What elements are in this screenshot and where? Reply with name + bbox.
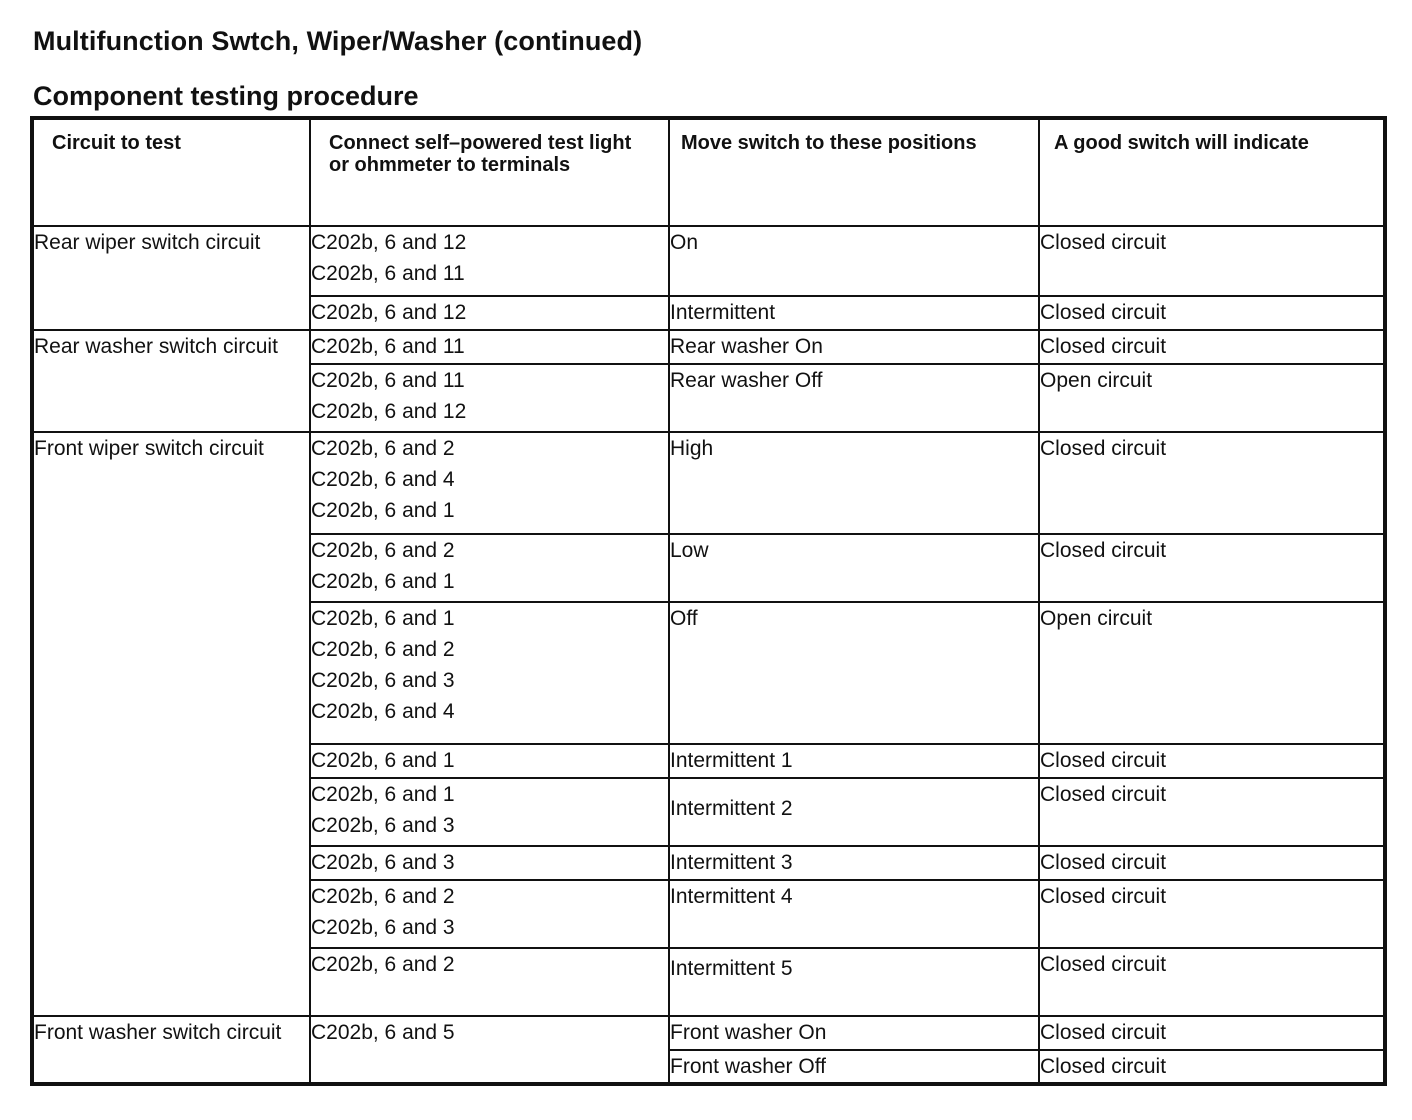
page-title: Multifunction Swtch, Wiper/Washer (continued) — [33, 26, 643, 56]
terminal-line: C202b, 6 and 12 — [311, 301, 467, 324]
terminal-line: C202b, 6 and 5 — [311, 1021, 455, 1044]
terminals-cell — [310, 296, 669, 330]
indication-cell: Closed circuit — [1039, 1016, 1385, 1050]
indication-cell: Closed circuit — [1039, 226, 1385, 296]
terminal-line: C202b, 6 and 2 — [311, 885, 455, 908]
terminals-cell — [310, 330, 669, 364]
terminal-line: C202b, 6 and 2 — [311, 539, 455, 562]
position-cell: Intermittent 3 — [669, 846, 1039, 880]
indication-cell: Closed circuit — [1039, 534, 1385, 602]
table-row — [32, 226, 1385, 296]
terminal-line: C202b, 6 and 2 — [311, 437, 455, 460]
indication-cell: Closed circuit — [1039, 744, 1385, 778]
terminals-cell — [310, 534, 669, 602]
terminal-line: C202b, 6 and 1 — [311, 783, 455, 806]
terminal-line: C202b, 6 and 1 — [311, 749, 455, 772]
terminal-line: C202b, 6 and 3 — [311, 851, 455, 874]
position-cell: Off — [669, 602, 1039, 744]
circuit-cell: Front washer switch circuit — [32, 1016, 310, 1084]
terminal-line: C202b, 6 and 11 — [311, 369, 465, 392]
terminals-cell — [310, 364, 669, 432]
table-row — [32, 330, 1385, 364]
header-row — [32, 118, 1385, 226]
position-cell: Low — [669, 534, 1039, 602]
indication-cell: Closed circuit — [1039, 296, 1385, 330]
header-indication: A good switch will indicate — [1039, 118, 1385, 226]
indication-cell: Closed circuit — [1039, 948, 1385, 1016]
indication-cell: Closed circuit — [1039, 1050, 1385, 1084]
terminal-line: C202b, 6 and 12 — [311, 231, 467, 254]
terminal-line: C202b, 6 and 11 — [311, 335, 465, 358]
terminals-cell — [310, 846, 669, 880]
terminal-line: C202b, 6 and 1 — [311, 499, 455, 522]
position-cell: Front washer Off — [669, 1050, 1039, 1084]
position-cell: Front washer On — [669, 1016, 1039, 1050]
terminal-line: C202b, 6 and 3 — [311, 669, 455, 692]
terminal-line: C202b, 6 and 1 — [311, 570, 455, 593]
terminal-line: C202b, 6 and 3 — [311, 814, 455, 837]
terminals-cell — [310, 226, 669, 296]
terminal-line: C202b, 6 and 3 — [311, 916, 455, 939]
indication-cell: Closed circuit — [1039, 846, 1385, 880]
terminals-cell — [310, 948, 669, 1016]
header-circuit: Circuit to test — [32, 118, 310, 226]
terminals-cell — [310, 1016, 669, 1084]
indication-cell: Open circuit — [1039, 364, 1385, 432]
terminal-line: C202b, 6 and 12 — [311, 400, 467, 423]
terminal-line: C202b, 6 and 2 — [311, 638, 455, 661]
terminal-line: C202b, 6 and 2 — [311, 953, 455, 976]
terminals-cell — [310, 432, 669, 534]
indication-cell: Closed circuit — [1039, 432, 1385, 534]
circuit-cell: Rear washer switch circuit — [32, 330, 310, 432]
indication-cell: Open circuit — [1039, 602, 1385, 744]
terminals-cell — [310, 602, 669, 744]
position-cell: Intermittent 4 — [669, 880, 1039, 948]
position-cell: Rear washer Off — [669, 364, 1039, 432]
section-title: Component testing procedure — [33, 81, 419, 111]
header-terminals: Connect self–powered test light or ohmmeter to terminals — [310, 118, 669, 226]
table-row — [32, 432, 1385, 534]
indication-cell: Closed circuit — [1039, 778, 1385, 846]
terminals-cell — [310, 778, 669, 846]
indication-cell: Closed circuit — [1039, 330, 1385, 364]
position-cell: Intermittent — [669, 296, 1039, 330]
header-positions: Move switch to these positions — [669, 118, 1039, 226]
position-cell: Intermittent 2 — [669, 778, 1039, 846]
terminals-cell — [310, 744, 669, 778]
position-cell: High — [669, 432, 1039, 534]
position-cell: Intermittent 5 — [669, 948, 1039, 1016]
terminal-line: C202b, 6 and 4 — [311, 700, 455, 723]
terminals-cell — [310, 880, 669, 948]
circuit-cell: Front wiper switch circuit — [32, 432, 310, 1016]
position-cell: Rear washer On — [669, 330, 1039, 364]
terminal-line: C202b, 6 and 11 — [311, 262, 465, 285]
position-cell: On — [669, 226, 1039, 296]
indication-cell: Closed circuit — [1039, 880, 1385, 948]
terminal-line: C202b, 6 and 1 — [311, 607, 455, 630]
position-cell: Intermittent 1 — [669, 744, 1039, 778]
testing-table — [30, 116, 1387, 1086]
table-row — [32, 1016, 1385, 1050]
terminal-line: C202b, 6 and 4 — [311, 468, 455, 491]
circuit-cell: Rear wiper switch circuit — [32, 226, 310, 330]
